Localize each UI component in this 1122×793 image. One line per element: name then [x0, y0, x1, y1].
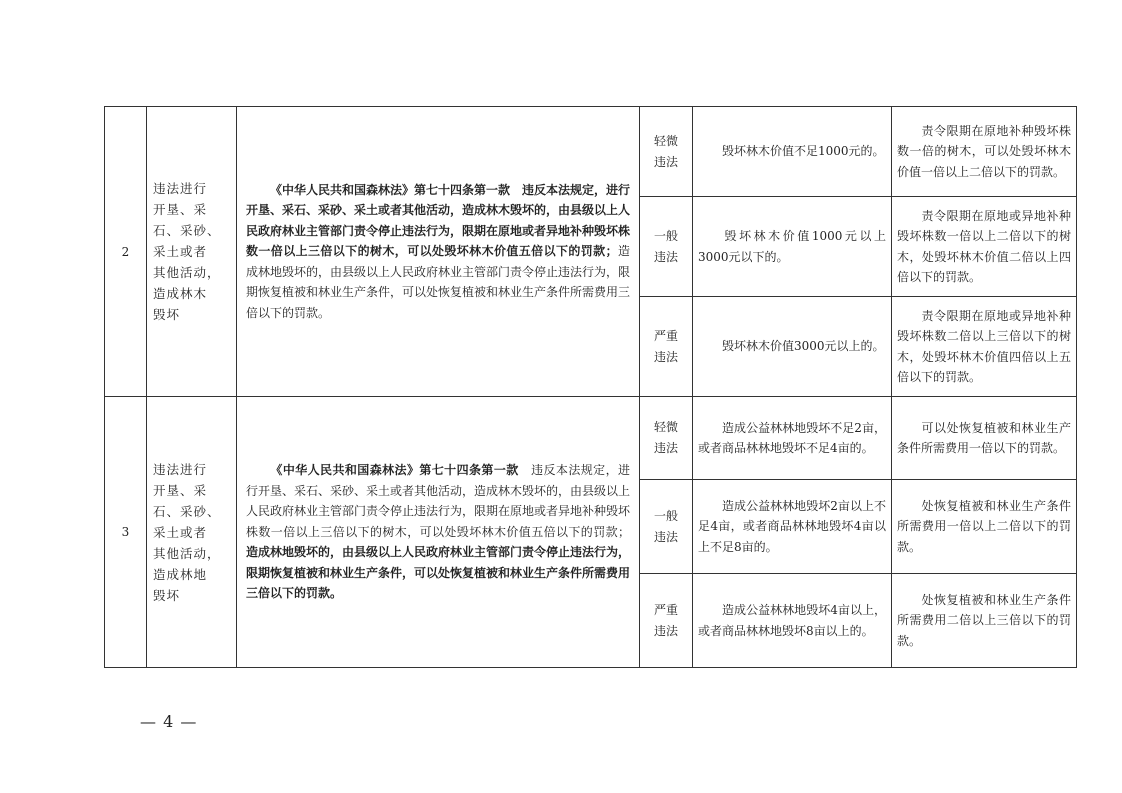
penalty-text: 责令限期在原地补种毁坏株数一倍的树木，可以处毁坏林木价值一倍以上二倍以下的罚款。: [897, 123, 1071, 179]
condition-text: 毁坏林木价值3000元以上的。: [722, 339, 885, 354]
condition-text: 造成公益林林地毁坏4亩以上，或者商品林林地毁坏8亩以上的。: [698, 603, 886, 638]
item-number: 3: [105, 397, 147, 668]
violation-level: [640, 574, 693, 668]
penalty-standard: [892, 574, 1077, 668]
penalty-standard: [892, 297, 1077, 397]
violation-act-line: 造成林地: [153, 566, 208, 582]
level-label: 轻微: [653, 133, 678, 148]
penalty-text: 责令限期在原地或异地补种毁坏株数二倍以上三倍以下的树木，处毁坏林木价值四倍以上五倍以下的罚款。: [897, 308, 1071, 384]
level-label: 违法: [653, 249, 678, 264]
violation-act-line: 违法进行: [153, 181, 208, 196]
level-label: 严重: [653, 602, 678, 617]
page-number: — 4 —: [140, 712, 198, 731]
penalty-text: 责令限期在原地或异地补种毁坏株数一倍以上二倍以下的树木，处毁坏林木价值二倍以上四倍以下的罚款。: [897, 208, 1071, 284]
violation-condition: [693, 397, 892, 480]
condition-text: 造成公益林林地毁坏2亩以上不足4亩，或者商品林林地毁坏4亩以上不足8亩的。: [698, 498, 886, 554]
penalty-standard: [892, 397, 1077, 480]
violation-act-line: 采土或者: [153, 524, 208, 540]
violation-act-line: 其他活动，: [153, 545, 221, 561]
level-label: 轻微: [653, 420, 678, 434]
violation-level: [640, 297, 693, 397]
legal-basis: [237, 107, 640, 397]
violation-act-line: 石、采砂、: [153, 503, 221, 519]
violation-level: [640, 197, 693, 297]
violation-act-line: 开垦、采: [153, 482, 208, 498]
penalty-standard: [892, 107, 1077, 197]
violation-level: [640, 397, 693, 480]
violation-act-line: 造成林木: [153, 286, 208, 301]
condition-text: 毁坏林木价值不足1000元的。: [722, 144, 885, 159]
item-number: 2: [105, 107, 147, 397]
level-label: 严重: [653, 328, 678, 343]
legal-basis-bold: 《中华人民共和国森林法》第七十四条第一款: [270, 463, 519, 478]
violation-level: [640, 480, 693, 574]
violation-act-line: 毁坏: [153, 307, 181, 322]
condition-text: 造成公益林林地毁坏不足2亩，或者商品林林地毁坏不足4亩的。: [698, 420, 886, 455]
penalty-standard: [892, 197, 1077, 297]
violation-condition: [693, 107, 892, 197]
violation-act-line: 其他活动，: [153, 265, 221, 280]
penalty-standard: [892, 480, 1077, 574]
legal-basis-bold: 造成林地毁坏的，由县级以上人民政府林业主管部门责令停止违法行为，限期恢复植被和林业生产条件，可以处恢复植被和林业生产条件所需费用三倍以下的罚款。: [246, 545, 631, 601]
violation-act-line: 石、采砂、: [153, 223, 221, 238]
violation-level: [640, 107, 693, 197]
violation-condition: [693, 297, 892, 397]
legal-basis-text: 违反本法规定，进行开垦、采石、采砂、采土或者其他活动，造成林木毁坏的，由县级以上人民政府林业主管部门责令停止违法行为，限期在原地或者异地补种毁坏株数一倍以上三倍以下的树木，可以处毁坏林木价值五倍以下的罚款；: [246, 463, 631, 539]
legal-basis: [237, 397, 640, 668]
violation-act-line: 采土或者: [153, 244, 208, 259]
penalty-text: 可以处恢复植被和林业生产条件所需费用一倍以下的罚款。: [897, 420, 1071, 455]
level-label: 违法: [653, 154, 678, 169]
level-label: 一般: [653, 228, 678, 243]
violation-act: [147, 397, 237, 668]
violation-act-line: 毁坏: [153, 587, 181, 603]
table-row: [105, 107, 1077, 197]
level-label: 违法: [653, 529, 678, 544]
violation-condition: [693, 574, 892, 668]
table-row: [105, 397, 1077, 480]
level-label: 违法: [653, 441, 678, 455]
penalty-text: 处恢复植被和林业生产条件所需费用一倍以上二倍以下的罚款。: [897, 498, 1071, 554]
penalty-standards-table: [104, 106, 1077, 668]
level-label: 违法: [653, 623, 678, 638]
penalty-text: 处恢复植被和林业生产条件所需费用二倍以上三倍以下的罚款。: [897, 592, 1071, 648]
violation-act-line: 开垦、采: [153, 202, 208, 217]
legal-basis-text: 造成林地毁坏的，由县级以上人民政府林业主管部门责令停止违法行为，限期恢复植被和林业生产条件，可以处恢复植被和林业生产条件所需费用三倍以下的罚款。: [246, 244, 631, 320]
level-label: 一般: [653, 508, 678, 523]
violation-act: [147, 107, 237, 397]
violation-condition: [693, 480, 892, 574]
level-label: 违法: [653, 349, 678, 364]
legal-basis-bold: 《中华人民共和国森林法》第七十四条第一款 违反本法规定，进行开垦、采石、采砂、采土或者其他活动，造成林木毁坏的，由县级以上人民政府林业主管部门责令停止违法行为，限期在原地或者异地补种毁坏株数一倍以上三倍以下的树木，可以处毁坏林木价值五倍以下的罚款；: [246, 182, 631, 259]
condition-text: 毁坏林木价值1000元以上3000元以下的。: [698, 229, 886, 264]
violation-condition: [693, 197, 892, 297]
violation-act-line: 违法进行: [153, 461, 208, 477]
